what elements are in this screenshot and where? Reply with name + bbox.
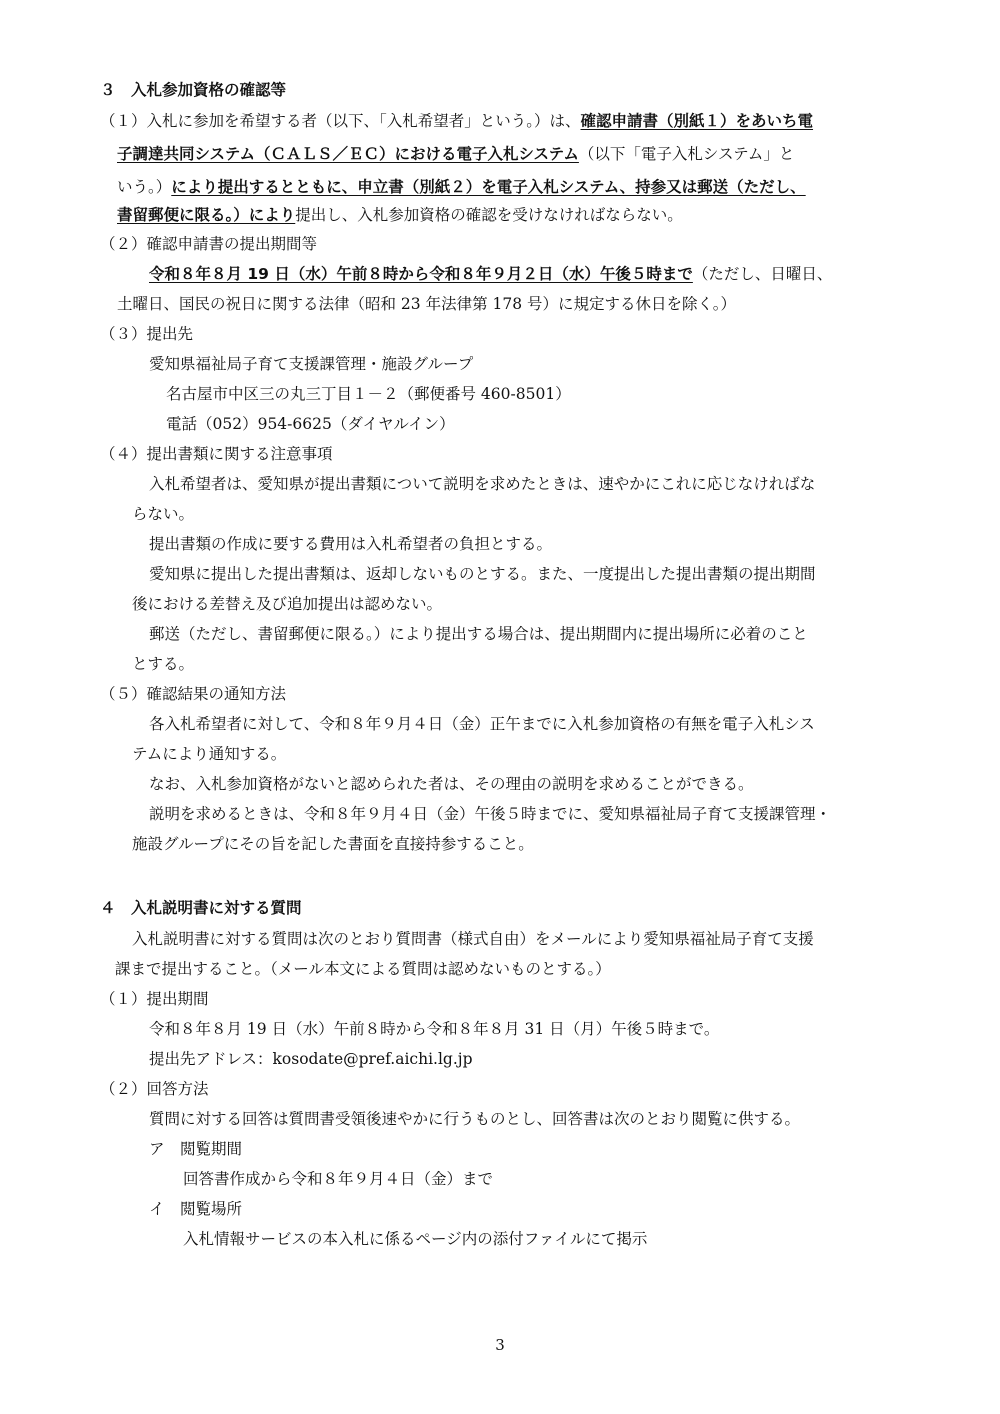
s3-p5-b1: なお、入札参加資格がないと認められた者は、その理由の説明を求めることができる。: [149, 775, 754, 793]
s3-p3-label: （３）提出先: [100, 325, 194, 343]
page-number: 3: [495, 1336, 505, 1354]
s3-p2-label: （２）確認申請書の提出期間等: [100, 235, 318, 253]
s3-p5-c2: 施設グループにその旨を記した書面を直接持参すること。: [132, 835, 534, 853]
s3-p3-address: 名古屋市中区三の丸三丁目１－２（郵便番号 460-8501）: [166, 385, 571, 403]
section-4-heading: ４ 入札説明書に対する質問: [100, 899, 302, 917]
s3-p4-d2: とする。: [132, 655, 195, 673]
s4-intro-line1: 入札説明書に対する質問は次のとおり質問書（様式自由）をメールにより愛知県福祉局子育て支援: [132, 930, 814, 948]
s3-p1-line2: 子調達共同システム（ＣＡＬＳ／ＥＣ）における電子入札システム（以下「電子入札システム」と: [117, 145, 795, 163]
s3-p5-a2: テムにより通知する。: [132, 745, 287, 763]
s3-p5-label: （５）確認結果の通知方法: [100, 685, 287, 703]
s3-p4-d1: 郵送（ただし、書留郵便に限る。）により提出する場合は、提出期間内に提出場所に必着のこと: [149, 625, 808, 643]
s4-p1-label: （１）提出期間: [100, 990, 209, 1008]
s4-p2-b-text: 入札情報サービスの本入札に係るページ内の添付ファイルにて掲示: [183, 1230, 648, 1248]
s3-p4-b1: 提出書類の作成に要する費用は入札希望者の負担とする。: [149, 535, 553, 553]
s3-p1-line4: 書留郵便に限る。）により提出し、入札参加資格の確認を受けなければならない。: [117, 206, 683, 224]
s3-p4-a1: 入札希望者は、愛知県が提出書類について説明を求めたときは、速やかにこれに応じなければな: [149, 475, 816, 493]
s3-p5-a1: 各入札希望者に対して、令和８年９月４日（金）正午までに入札参加資格の有無を電子入札シス: [149, 715, 815, 733]
s4-p2-b-label: イ 閲覧場所: [149, 1200, 243, 1218]
s4-p2-label: （２）回答方法: [100, 1080, 209, 1098]
section-3-heading: ３ 入札参加資格の確認等: [100, 81, 287, 99]
s3-p2-line2: 土曜日、国民の祝日に関する法律（昭和 23 年法律第 178 号）に規定する休日を除く。）: [117, 295, 736, 313]
s3-p3-tel: 電話（052）954-6625（ダイヤルイン）: [166, 415, 455, 433]
s4-p1-email-address: 提出先アドレス：kosodate@pref.aichi.lg.jp: [149, 1050, 473, 1068]
s3-p4-a2: らない。: [132, 505, 195, 523]
s3-p4-c2: 後における差替え及び追加提出は認めない。: [132, 595, 443, 613]
s3-p4-c1: 愛知県に提出した提出書類は、返却しないものとする。また、一度提出した提出書類の提出期間: [149, 565, 816, 583]
s3-p5-c1: 説明を求めるときは、令和８年９月４日（金）午後５時までに、愛知県福祉局子育て支援課管理・: [149, 805, 832, 823]
s3-p3-org: 愛知県福祉局子育て支援課管理・施設グループ: [149, 355, 474, 373]
s4-intro-line2: 課まで提出すること。（メール本文による質問は認めないものとする。）: [115, 960, 611, 978]
s4-p1-period: 令和８年８月 19 日（水）午前８時から令和８年８月 31 日（月）午後５時まで。: [149, 1020, 720, 1038]
s4-p2-a-label: ア 閲覧期間: [149, 1140, 243, 1158]
s3-p1-line3: いう。）により提出するとともに、申立書（別紙２）を電子入札システム、持参又は郵送（ただし、: [117, 178, 806, 196]
s3-p4-label: （４）提出書類に関する注意事項: [100, 445, 333, 463]
s3-p2-line1: 令和８年８月 19 日（水）午前８時から令和８年９月２日（水）午後５時まで（ただし、日曜日、: [149, 265, 833, 283]
s4-p2-a-text: 回答書作成から令和８年９月４日（金）まで: [183, 1170, 494, 1188]
s4-p2-text: 質問に対する回答は質問書受領後速やかに行うものとし、回答書は次のとおり閲覧に供する。: [149, 1110, 801, 1128]
s3-p1-line1: （１）入札に参加を希望する者（以下、「入札希望者」という。）は、確認申請書（別紙１）をあいち電: [100, 112, 814, 130]
